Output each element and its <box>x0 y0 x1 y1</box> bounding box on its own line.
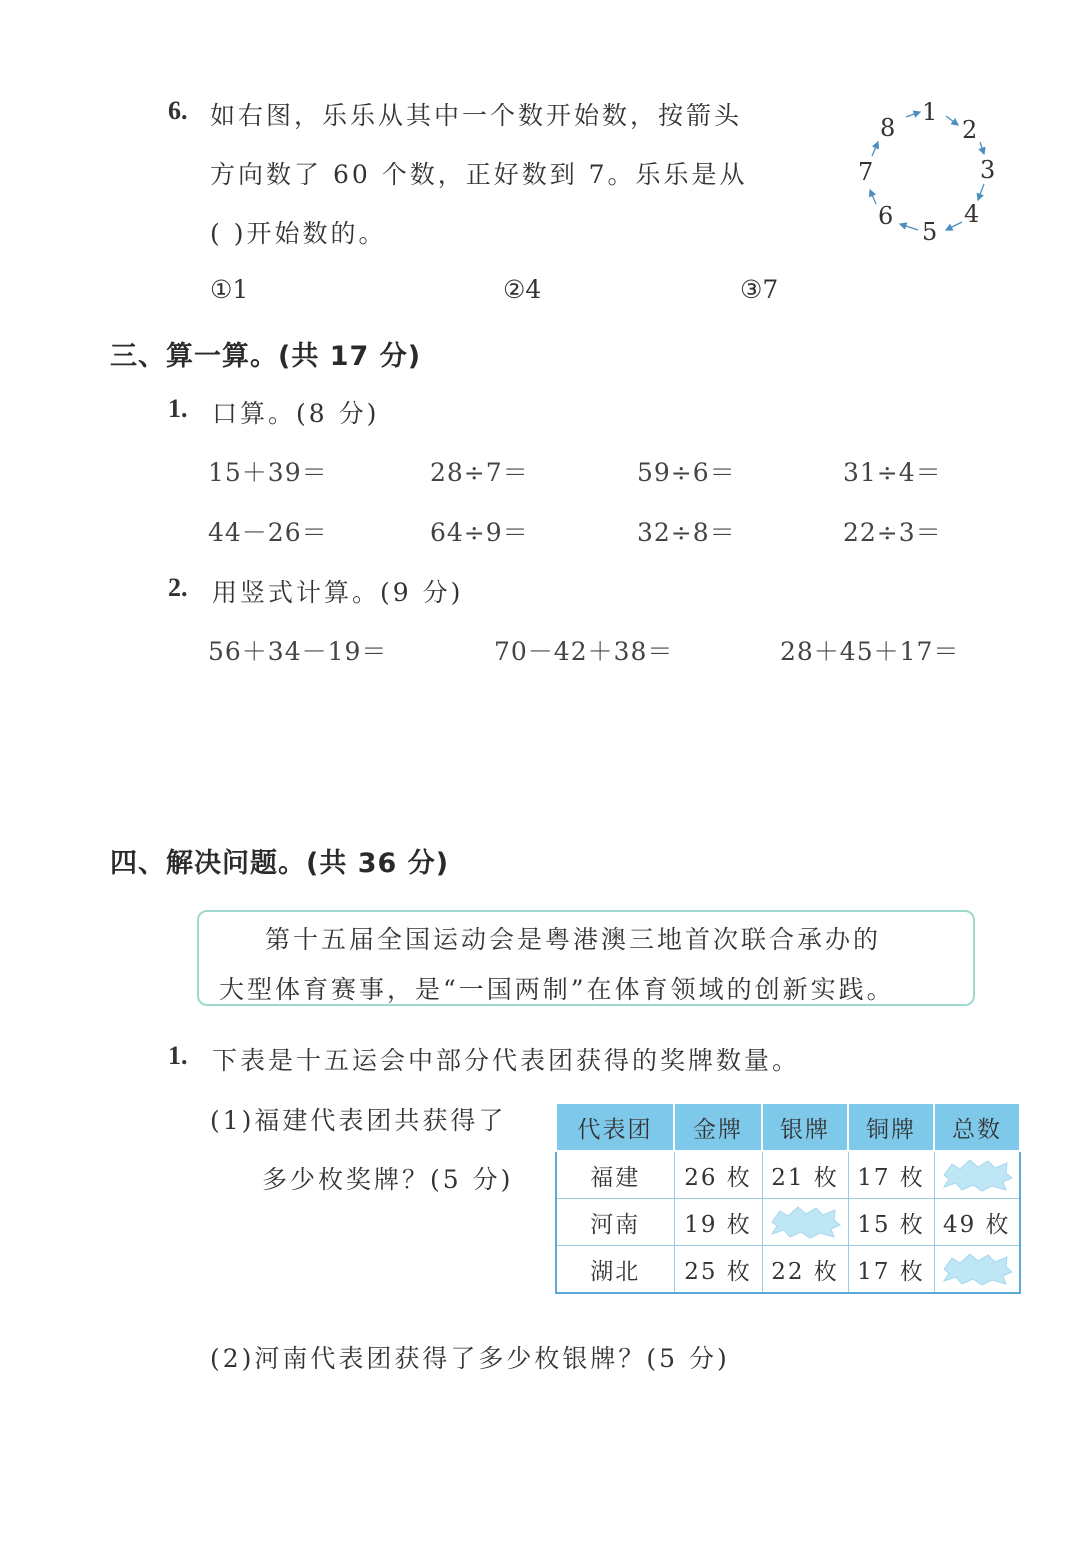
question-number: 2. <box>168 573 188 602</box>
table-cell: 49 枚 <box>934 1199 1020 1246</box>
table-cell: 21 枚 <box>762 1151 848 1199</box>
number-circle-diagram <box>848 92 998 252</box>
question-number: 6. <box>168 96 188 125</box>
calc-item: 15＋39＝ <box>208 458 328 487</box>
info-text-line: 第十五届全国运动会是粤港澳三地首次联合承办的 <box>265 925 882 954</box>
table-header-row <box>556 1103 1020 1151</box>
hidden-value-cell <box>934 1151 1020 1199</box>
circle-number: 5 <box>922 218 938 246</box>
table-cell: 河南 <box>556 1199 674 1246</box>
table-row <box>556 1246 1020 1294</box>
option-2: ②4 <box>503 275 542 304</box>
column-header: 铜牌 <box>848 1103 934 1151</box>
table-cell: 25 枚 <box>674 1246 762 1294</box>
sub-question-text: (2)河南代表团获得了多少枚银牌？(5 分) <box>210 1344 730 1373</box>
ink-blot-icon <box>940 1252 1014 1286</box>
question-text-line: 方向数了 60 个数，正好数到 7。乐乐是从 <box>210 160 748 189</box>
table-cell: 15 枚 <box>848 1199 934 1246</box>
circle-number: 4 <box>964 200 980 228</box>
vertical-calc-item: 70－42＋38＝ <box>494 637 674 666</box>
column-header: 银牌 <box>762 1103 848 1151</box>
table-cell: 福建 <box>556 1151 674 1199</box>
section-heading: 三、算一算。(共 17 分) <box>110 341 422 372</box>
question-title: 用竖式计算。(9 分) <box>212 578 464 607</box>
sub-question-text: (1)福建代表团共获得了 <box>210 1106 507 1135</box>
table-cell: 17 枚 <box>848 1151 934 1199</box>
question-number: 1. <box>168 394 188 423</box>
calc-item: 59÷6＝ <box>637 458 736 487</box>
question-text-line: 如右图，乐乐从其中一个数开始数，按箭头 <box>210 101 743 130</box>
info-text-line: 大型体育赛事，是“一国两制”在体育领域的创新实践。 <box>219 975 895 1004</box>
calc-item: 32÷8＝ <box>637 518 736 547</box>
ink-blot-icon <box>940 1158 1014 1192</box>
circle-number: 6 <box>878 202 894 230</box>
calc-item: 28÷7＝ <box>430 458 529 487</box>
table-row <box>556 1151 1020 1199</box>
circle-number: 1 <box>922 98 938 126</box>
column-header: 总数 <box>934 1103 1020 1151</box>
table-row <box>556 1199 1020 1246</box>
circle-number: 3 <box>980 156 996 184</box>
table-cell: 湖北 <box>556 1246 674 1294</box>
circle-number: 7 <box>858 158 874 186</box>
sub-question-text: 多少枚奖牌？(5 分) <box>262 1165 514 1194</box>
table-cell: 22 枚 <box>762 1246 848 1294</box>
circle-number: 2 <box>962 116 978 144</box>
option-3: ③7 <box>740 275 779 304</box>
question-number: 1. <box>168 1041 188 1070</box>
table-cell: 17 枚 <box>848 1246 934 1294</box>
table-cell: 26 枚 <box>674 1151 762 1199</box>
section-heading: 四、解决问题。(共 36 分) <box>110 848 450 879</box>
medal-table <box>555 1102 1021 1294</box>
circle-number: 8 <box>880 114 896 142</box>
info-box <box>197 910 975 1006</box>
hidden-value-cell <box>762 1199 848 1246</box>
hidden-value-cell <box>934 1246 1020 1294</box>
column-header: 代表团 <box>556 1103 674 1151</box>
table-cell: 19 枚 <box>674 1199 762 1246</box>
ink-blot-icon <box>768 1205 842 1239</box>
column-header: 金牌 <box>674 1103 762 1151</box>
vertical-calc-item: 28＋45＋17＝ <box>780 637 960 666</box>
calc-item: 44－26＝ <box>208 518 328 547</box>
question-text-line: ( )开始数的。 <box>210 219 387 248</box>
vertical-calc-item: 56＋34－19＝ <box>208 637 388 666</box>
calc-item: 64÷9＝ <box>430 518 529 547</box>
question-title: 口算。(8 分) <box>212 399 380 428</box>
calc-item: 22÷3＝ <box>843 518 942 547</box>
calc-item: 31÷4＝ <box>843 458 942 487</box>
option-1: ①1 <box>210 275 249 304</box>
question-title: 下表是十五运会中部分代表团获得的奖牌数量。 <box>212 1046 801 1075</box>
